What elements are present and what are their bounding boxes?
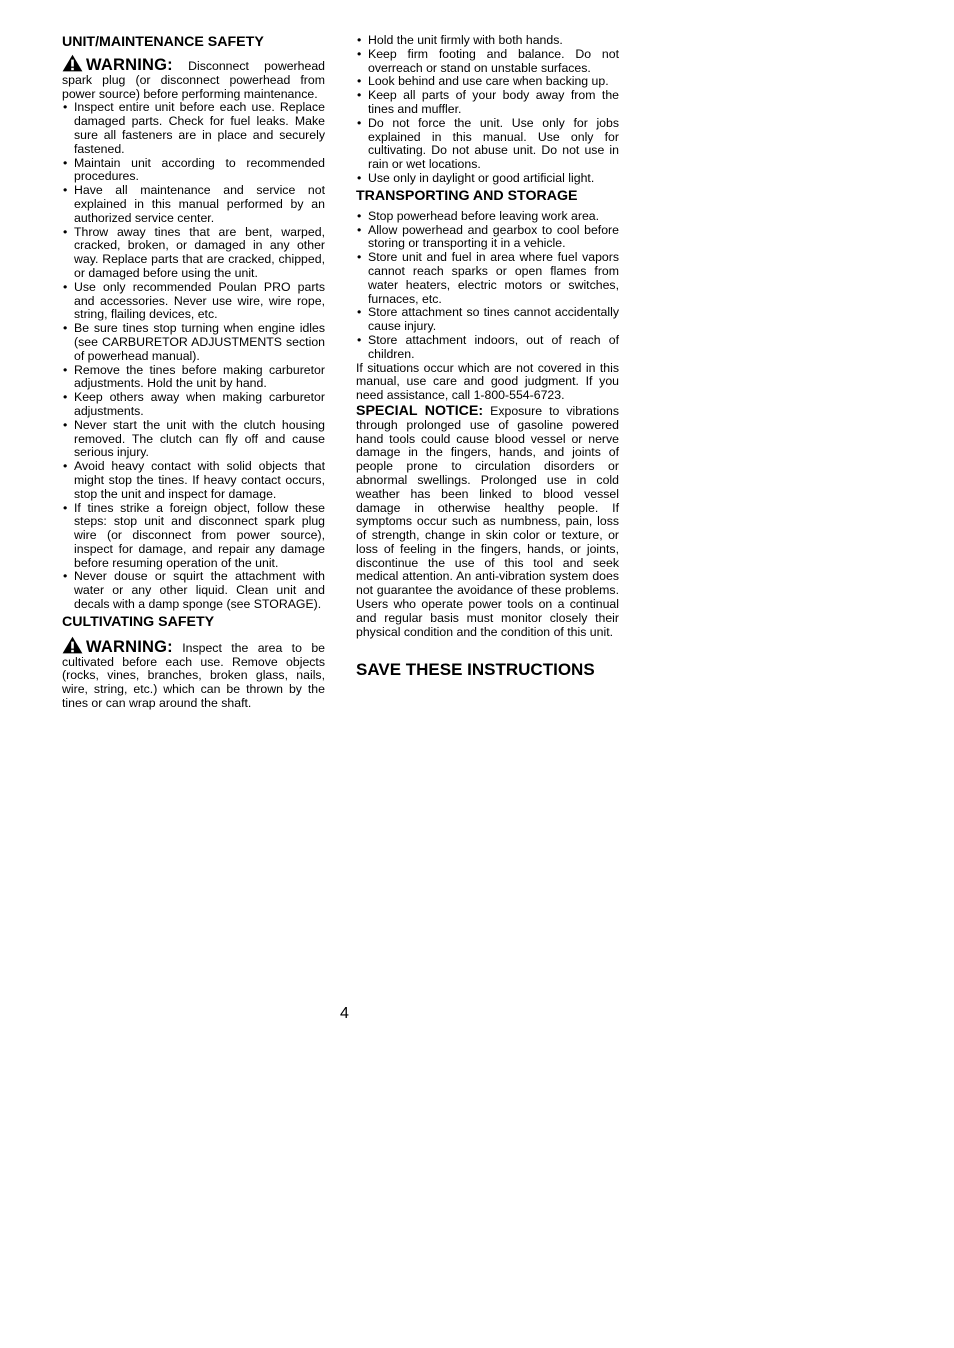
list-item: • Throw away tines that are bent, warped, cracked, broken, or damaged in any other way. Replace parts that are cracked, chipped, or damaged before using the unit. <box>62 226 325 281</box>
list-item: • Look behind and use care when backing up. <box>356 75 619 89</box>
warning-text: Disconnect powerhead spark plug (or disconnect powerhead from power source) before performing maintenance. <box>62 59 325 101</box>
list-item: • Be sure tines stop turning when engine idles (see CARBURETOR ADJUSTMENTS section of powerhead manual). <box>62 322 325 363</box>
special-notice <box>356 402 619 640</box>
list-item: • Stop powerhead before leaving work area. <box>356 210 619 224</box>
warning-label: WARNING: <box>86 56 173 74</box>
page-number: 4 <box>340 1005 349 1022</box>
list-item: • Inspect entire unit before each use. Replace damaged parts. Check for fuel leaks. Make sure all fasteners are in place and securely fastened. <box>62 101 325 156</box>
list-item: • Store unit and fuel in area where fuel vapors cannot reach sparks or open flames from water heaters, electric motors or switches, furnaces, etc. <box>356 251 619 306</box>
list-item: • Hold the unit firmly with both hands. <box>356 34 619 48</box>
list-item: • Store attachment indoors, out of reach of children. <box>356 334 619 362</box>
list-item: • Never start the unit with the clutch housing removed. The clutch can fly off and cause serious injury. <box>62 419 325 460</box>
cultivating-list <box>356 34 619 186</box>
list-item: • Keep others away when making carburetor adjustments. <box>62 391 325 419</box>
situations-paragraph: If situations occur which are not covered in this manual, use care and good judgment. If you need assistance, call 1-800-554-6723. <box>356 360 619 403</box>
list-item: • Use only in daylight or good artificial light. <box>356 172 619 186</box>
right-column <box>356 33 619 680</box>
unit-maintenance-list <box>62 101 325 611</box>
warning-triangle-icon <box>62 636 83 654</box>
list-item: • If tines strike a foreign object, follow these steps: stop unit and disconnect spark plug wire (or disconnect from power source), inspect for damage, and repair any damage before resuming operation of the unit. <box>62 502 325 571</box>
special-notice-text: Exposure to vibrations through prolonged use of gasoline powered hand tools could cause blood vessel or nerve damage in the fingers, hands, and joints of people prone to circulation disorders or abnormal swellings. Prolonged use in cold weather has been linked to blood vessel damage in otherwise healthy people. If symptoms occur such as numbness, pain, loss of strength, change in skin color or texture, or loss of feeling in the fingers, hands, or joints, discontinue the use of this tool and seek medical attention. An anti-vibration system does not guarantee the avoidance of these problems. Users who operate power tools on a continual and regular basis must monitor closely their physical condition and the condition of this unit. <box>356 403 619 639</box>
special-notice-label: SPECIAL NOTICE: <box>356 402 484 419</box>
list-item: • Use only recommended Poulan PRO parts and accessories. Never use wire, wire rope, string, flailing devices, etc. <box>62 281 325 322</box>
list-item: • Avoid heavy contact with solid objects that might stop the tines. If heavy contact occurs, stop the unit and inspect for damage. <box>62 460 325 501</box>
list-item: • Maintain unit according to recommended procedures. <box>62 157 325 185</box>
cultivating-warning <box>62 636 325 711</box>
list-item: • Allow powerhead and gearbox to cool before storing or transporting it in a vehicle. <box>356 224 619 252</box>
warning-text: Inspect the area to be cultivated before each use. Remove objects (rocks, vines, branches, broken glass, nails, wire, string, etc.) which can be thrown by the tines or can wrap around the shaft. <box>62 640 325 711</box>
list-item: • Keep all parts of your body away from the tines and muffler. <box>356 89 619 117</box>
save-instructions-heading: SAVE THESE INSTRUCTIONS <box>356 660 595 680</box>
list-item: • Remove the tines before making carburetor adjustments. Hold the unit by hand. <box>62 364 325 392</box>
list-item: • Do not force the unit. Use only for jobs explained in this manual. Use only for cultivating. Do not abuse unit. Do not use in rain or wet locations. <box>356 117 619 172</box>
cultivating-safety-heading: CULTIVATING SAFETY <box>62 613 215 630</box>
warning-triangle-icon <box>62 54 83 72</box>
transporting-storage-heading: TRANSPORTING AND STORAGE <box>356 187 578 204</box>
list-item: • Never douse or squirt the attachment with water or any other liquid. Clean unit and decals with a damp sponge (see STORAGE). <box>62 570 325 611</box>
left-column <box>62 34 325 711</box>
warning-label: WARNING: <box>86 637 173 656</box>
list-item: • Store attachment so tines cannot accidentally cause injury. <box>356 306 619 334</box>
list-item: • Have all maintenance and service not explained in this manual performed by an authorized service center. <box>62 184 325 225</box>
transporting-list <box>356 210 619 362</box>
unit-warning <box>62 54 325 101</box>
unit-maintenance-heading: UNIT/MAINTENANCE SAFETY <box>62 34 264 50</box>
list-item: • Keep firm footing and balance. Do not overreach or stand on unstable surfaces. <box>356 48 619 76</box>
